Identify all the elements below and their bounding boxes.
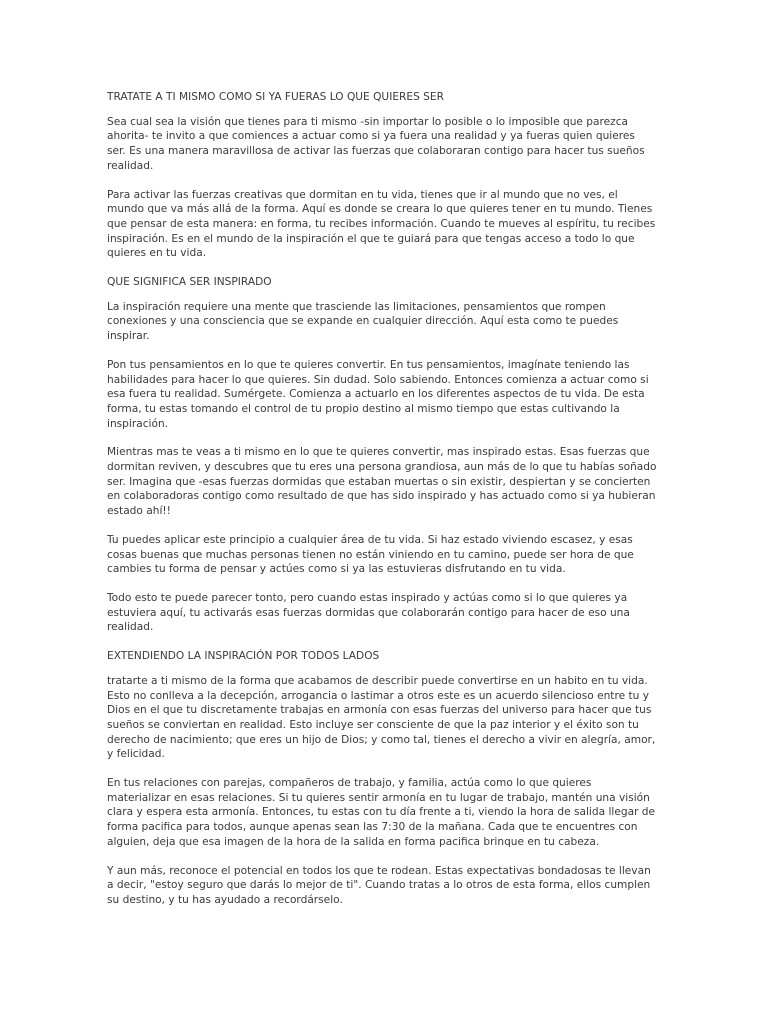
paragraph-section2-5: Todo esto te puede parecer tonto, pero cuando estas inspirado y actúas como si lo que quieres ya estuviera aquí, tu activarás esas fuerzas dormidas que colaborarán contigo para hacer de eso una realidad. (107, 591, 630, 634)
section-heading-inspirado: QUE SIGNIFICA SER INSPIRADO (107, 276, 272, 289)
paragraph-intro-2: Para activar las fuerzas creativas que dormitan en tu vida, tienes que ir al mundo que no ves, el mundo que va más allá de la forma. Aquí es donde se creara lo que quieres tener en tu mundo. Tienes que pensar de esta manera: en forma, tu recibes información. Cuando te mueves al espíritu, tu recibes inspiración. Es en el mundo de la inspiración el que te guiará para que tengas acceso a todo lo que quieres en tu vida. (107, 188, 656, 260)
document-title: TRATATE A TI MISMO COMO SI YA FUERAS LO QUE QUIERES SER (107, 91, 444, 103)
paragraph-section2-4: Tu puedes aplicar este principio a cualquier área de tu vida. Si haz estado viviendo escasez, y esas cosas buenas que muchas personas tienen no están viniendo en tu camino, puede ser hora de que cambies tu forma de pensar y actúes como si ya las estuvieras disfrutando en tu vida. (107, 533, 634, 576)
paragraph-section2-1: La inspiración requiere una mente que trasciende las limitaciones, pensamientos que rompen conexiones y una consciencia que se expande en cualquier dirección. Aquí esta como te puedes inspirar. (107, 300, 619, 343)
paragraph-section2-3: Mientras mas te veas a ti mismo en lo que te quieres convertir, mas inspirado estas. Esas fuerzas que dormitan reviven, y descubres que tu eres una persona grandiosa, aun más de lo que tu habías soñado ser. Imagina que -esas fuerzas dormidas que estaban muertas o sin existir, despiertan y se concierten en colaboradoras contigo como resultado de que has sido inspirado y has actuado como si ya hubieran estado ahí!! (107, 446, 657, 518)
paragraph-section3-3: Y aun más, reconoce el potencial en todos los que te rodean. Estas expectativas bondadosas te llevan a decir, "estoy seguro que darás lo mejor de ti". Cuando tratas a lo otros de esta forma, ellos cumplen su destino, y tu has ayudado a recordárselo. (107, 864, 651, 906)
paragraph-section3-2: En tus relaciones con parejas, compañeros de trabajo, y familia, actúa como lo que quieres materializar en esas relaciones. Si tu quieres sentir armonía en tu lugar de trabajo, mantén una visión clara y espera esta armonía. Entonces, tu estas con tu día frente a ti, viendo la hora de salida llegar de forma pacifica para todos, aunque apenas sean las 7:30 de la mañana. Cada que te encuentres con alguien, deja que esa imagen de la hora de la salida en forma pacifica brinque en tu cabeza. (107, 777, 656, 848)
section-heading-extendiendo: EXTENDIENDO LA INSPIRACIÓN POR TODOS LADOS (107, 650, 380, 663)
paragraph-intro-1: Sea cual sea la visión que tienes para ti mismo -sin importar lo posible o lo imposible que parezca ahorita- te invito a que comiences a actuar como si ya fuera una realidad y ya fueras quien quieres ser. Es una manera maravillosa de activar las fuerzas que colaboraran contigo para hacer tus sueños realidad. (107, 115, 645, 172)
paragraph-section2-2: Pon tus pensamientos en lo que te quieres convertir. En tus pensamientos, imagínate teniendo las habilidades para hacer lo que quieres. Sin dudad. Solo sabiendo. Entonces comienza a actuar como si esa fuera tu realidad. Sumérgete. Comienza a actuarlo en los diferentes aspectos de tu vida. De esta forma, tu estas tomando el control de tu propio destino al mismo tiempo que estas cultivando la inspiración. (107, 358, 649, 430)
document-page (107, 90, 667, 922)
paragraph-section3-1: tratarte a ti mismo de la forma que acabamos de describir puede convertirse en un habito en tu vida. Esto no conlleva a la decepción, arrogancia o lastimar a otros este es un acuerdo silencioso entre tu y Dios en el que tu discretamente trabajas en armonía con esas fuerzas del universo para hacer que tus sueños se conviertan en realidad. Esto incluye ser consciente de que la paz interior y el éxito son tu derecho de nacimiento; que eres un hijo de Dios; y como tal, tienes el derecho a vivir en alegría, amor, y felicidad. (107, 674, 656, 761)
